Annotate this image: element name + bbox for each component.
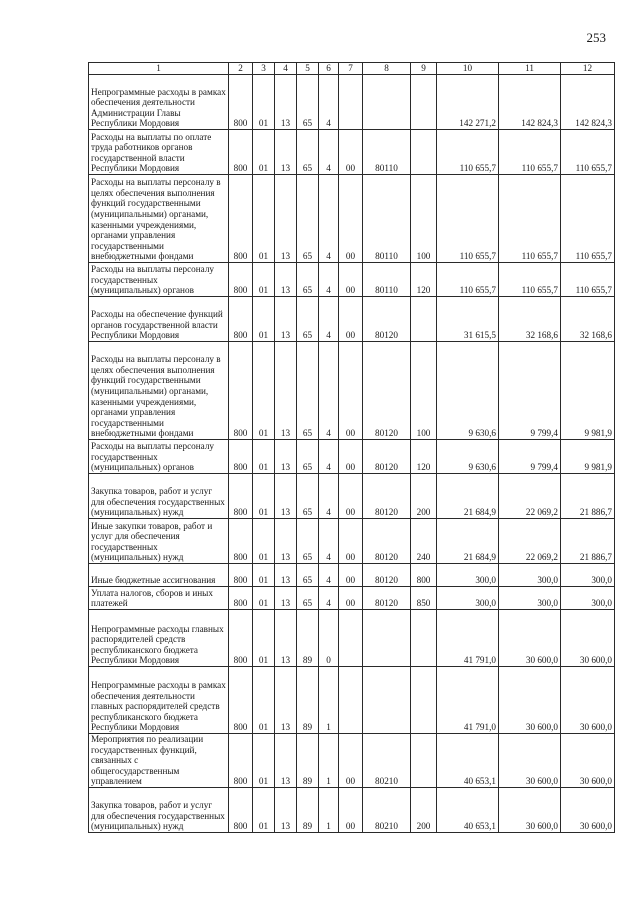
amount-cell: 300,0 xyxy=(499,564,561,587)
code-cell: 65 xyxy=(297,440,319,474)
expense-name: Непрограммные расходы в рамках обеспечения деятельности главных распорядителей средств республиканского бюджета Республики Мордовия xyxy=(89,667,229,734)
column-header: 1 xyxy=(89,63,229,75)
code-cell: 800 xyxy=(229,297,253,342)
amount-cell: 110 655,7 xyxy=(561,130,615,175)
amount-cell: 300,0 xyxy=(437,564,499,587)
column-header: 7 xyxy=(339,63,363,75)
code-cell: 80120 xyxy=(363,519,411,564)
amount-cell: 21 684,9 xyxy=(437,519,499,564)
amount-cell: 110 655,7 xyxy=(499,130,561,175)
table-row xyxy=(89,587,615,610)
amount-cell: 110 655,7 xyxy=(437,175,499,263)
table-row xyxy=(89,297,615,342)
code-cell: 800 xyxy=(229,75,253,130)
code-cell: 13 xyxy=(275,130,297,175)
code-cell: 01 xyxy=(253,342,275,440)
amount-cell: 9 630,6 xyxy=(437,342,499,440)
code-cell: 80120 xyxy=(363,342,411,440)
code-cell: 800 xyxy=(229,587,253,610)
amount-cell: 30 600,0 xyxy=(561,734,615,788)
amount-cell: 9 799,4 xyxy=(499,342,561,440)
expense-name: Мероприятия по реализации государственных функций, связанных с общегосударственным управлением xyxy=(89,734,229,788)
code-cell: 80110 xyxy=(363,175,411,263)
code-cell xyxy=(339,75,363,130)
table-body xyxy=(89,75,615,833)
table-row xyxy=(89,564,615,587)
expense-name: Закупка товаров, работ и услуг для обеспечения государственных (муниципальных) нужд xyxy=(89,787,229,832)
code-cell: 800 xyxy=(229,564,253,587)
code-cell: 800 xyxy=(229,734,253,788)
code-cell: 80120 xyxy=(363,474,411,519)
code-cell: 13 xyxy=(275,610,297,667)
code-cell: 850 xyxy=(411,587,437,610)
code-cell: 65 xyxy=(297,587,319,610)
code-cell: 00 xyxy=(339,175,363,263)
code-cell: 1 xyxy=(319,734,339,788)
code-cell xyxy=(363,667,411,734)
amount-cell: 9 630,6 xyxy=(437,440,499,474)
table-row xyxy=(89,667,615,734)
expense-name: Расходы на выплаты персоналу государственных (муниципальных) органов xyxy=(89,263,229,297)
amount-cell: 22 069,2 xyxy=(499,474,561,519)
column-header: 2 xyxy=(229,63,253,75)
expense-name: Иные бюджетные ассигнования xyxy=(89,564,229,587)
code-cell: 01 xyxy=(253,175,275,263)
code-cell: 80120 xyxy=(363,297,411,342)
column-header: 9 xyxy=(411,63,437,75)
code-cell: 800 xyxy=(229,474,253,519)
code-cell: 00 xyxy=(339,519,363,564)
code-cell: 80120 xyxy=(363,564,411,587)
code-cell xyxy=(411,667,437,734)
amount-cell: 142 824,3 xyxy=(561,75,615,130)
amount-cell: 110 655,7 xyxy=(561,263,615,297)
expense-name: Расходы на обеспечение функций органов государственной власти Республики Мордовия xyxy=(89,297,229,342)
code-cell: 80110 xyxy=(363,263,411,297)
code-cell: 800 xyxy=(229,175,253,263)
amount-cell: 32 168,6 xyxy=(499,297,561,342)
code-cell: 4 xyxy=(319,440,339,474)
table-row xyxy=(89,263,615,297)
table-row xyxy=(89,610,615,667)
amount-cell: 9 799,4 xyxy=(499,440,561,474)
column-header: 5 xyxy=(297,63,319,75)
code-cell xyxy=(339,610,363,667)
code-cell: 89 xyxy=(297,734,319,788)
code-cell: 65 xyxy=(297,564,319,587)
code-cell: 800 xyxy=(229,519,253,564)
code-cell xyxy=(411,734,437,788)
code-cell: 01 xyxy=(253,610,275,667)
code-cell: 65 xyxy=(297,75,319,130)
code-cell xyxy=(411,75,437,130)
code-cell: 4 xyxy=(319,474,339,519)
amount-cell: 110 655,7 xyxy=(499,263,561,297)
code-cell: 800 xyxy=(229,667,253,734)
column-header: 11 xyxy=(499,63,561,75)
table-row xyxy=(89,787,615,832)
code-cell: 00 xyxy=(339,474,363,519)
amount-cell: 22 069,2 xyxy=(499,519,561,564)
code-cell: 800 xyxy=(229,787,253,832)
code-cell: 00 xyxy=(339,564,363,587)
table-row xyxy=(89,342,615,440)
code-cell: 01 xyxy=(253,130,275,175)
table-row xyxy=(89,175,615,263)
code-cell: 800 xyxy=(229,263,253,297)
code-cell: 4 xyxy=(319,564,339,587)
code-cell xyxy=(411,130,437,175)
expense-name: Расходы на выплаты персоналу в целях обеспечения выполнения функций государственными (муниципальными) органами, казенными учреждениями, органами управления государственными внебюджетными фондами xyxy=(89,175,229,263)
code-cell: 65 xyxy=(297,130,319,175)
expense-name: Расходы на выплаты по оплате труда работников органов государственной власти Республики Мордовия xyxy=(89,130,229,175)
code-cell: 13 xyxy=(275,263,297,297)
expense-name: Уплата налогов, сборов и иных платежей xyxy=(89,587,229,610)
code-cell: 13 xyxy=(275,175,297,263)
code-cell: 200 xyxy=(411,787,437,832)
code-cell: 1 xyxy=(319,667,339,734)
amount-cell: 31 615,5 xyxy=(437,297,499,342)
code-cell: 13 xyxy=(275,75,297,130)
amount-cell: 300,0 xyxy=(561,564,615,587)
amount-cell: 300,0 xyxy=(561,587,615,610)
code-cell: 0 xyxy=(319,610,339,667)
code-cell: 13 xyxy=(275,734,297,788)
code-cell: 65 xyxy=(297,175,319,263)
amount-cell: 40 653,1 xyxy=(437,787,499,832)
amount-cell: 142 824,3 xyxy=(499,75,561,130)
code-cell: 89 xyxy=(297,610,319,667)
code-cell: 13 xyxy=(275,342,297,440)
code-cell: 00 xyxy=(339,440,363,474)
code-cell: 4 xyxy=(319,75,339,130)
code-cell: 13 xyxy=(275,519,297,564)
code-cell: 100 xyxy=(411,342,437,440)
code-cell: 13 xyxy=(275,787,297,832)
code-cell: 100 xyxy=(411,175,437,263)
code-cell: 4 xyxy=(319,587,339,610)
code-cell: 80110 xyxy=(363,130,411,175)
code-cell: 01 xyxy=(253,587,275,610)
budget-table xyxy=(88,62,615,833)
table-row xyxy=(89,440,615,474)
amount-cell: 110 655,7 xyxy=(499,175,561,263)
page-number: 253 xyxy=(586,30,606,45)
table-row xyxy=(89,474,615,519)
amount-cell: 30 600,0 xyxy=(499,734,561,788)
code-cell: 00 xyxy=(339,787,363,832)
code-cell: 4 xyxy=(319,519,339,564)
code-cell: 80210 xyxy=(363,734,411,788)
column-header: 12 xyxy=(561,63,615,75)
code-cell: 4 xyxy=(319,263,339,297)
code-cell: 13 xyxy=(275,474,297,519)
expense-name: Непрограммные расходы в рамках обеспечения деятельности Администрации Главы Республики Мордовия xyxy=(89,75,229,130)
amount-cell: 110 655,7 xyxy=(437,263,499,297)
code-cell: 01 xyxy=(253,75,275,130)
code-cell: 800 xyxy=(229,440,253,474)
amount-cell: 30 600,0 xyxy=(561,787,615,832)
code-cell xyxy=(363,610,411,667)
code-cell: 13 xyxy=(275,297,297,342)
code-cell: 00 xyxy=(339,587,363,610)
amount-cell: 110 655,7 xyxy=(437,130,499,175)
table-row xyxy=(89,734,615,788)
amount-cell: 110 655,7 xyxy=(561,175,615,263)
amount-cell: 30 600,0 xyxy=(499,610,561,667)
code-cell: 01 xyxy=(253,474,275,519)
code-cell: 13 xyxy=(275,587,297,610)
code-cell: 13 xyxy=(275,440,297,474)
code-cell: 00 xyxy=(339,297,363,342)
amount-cell: 30 600,0 xyxy=(499,787,561,832)
expense-name: Закупка товаров, работ и услуг для обеспечения государственных (муниципальных) нужд xyxy=(89,474,229,519)
code-cell: 65 xyxy=(297,474,319,519)
code-cell: 01 xyxy=(253,667,275,734)
code-cell: 4 xyxy=(319,342,339,440)
code-cell: 80210 xyxy=(363,787,411,832)
amount-cell: 41 791,0 xyxy=(437,667,499,734)
code-cell: 01 xyxy=(253,297,275,342)
table-row xyxy=(89,519,615,564)
amount-cell: 32 168,6 xyxy=(561,297,615,342)
code-cell: 13 xyxy=(275,564,297,587)
code-cell: 1 xyxy=(319,787,339,832)
code-cell: 80120 xyxy=(363,440,411,474)
code-cell: 800 xyxy=(411,564,437,587)
column-header: 6 xyxy=(319,63,339,75)
code-cell: 00 xyxy=(339,342,363,440)
expense-name: Иные закупки товаров, работ и услуг для обеспечения государственных (муниципальных) нужд xyxy=(89,519,229,564)
code-cell: 01 xyxy=(253,519,275,564)
column-header: 3 xyxy=(253,63,275,75)
amount-cell: 9 981,9 xyxy=(561,440,615,474)
code-cell xyxy=(339,667,363,734)
amount-cell: 41 791,0 xyxy=(437,610,499,667)
amount-cell: 300,0 xyxy=(437,587,499,610)
expense-name: Непрограммные расходы главных распорядителей средств республиканского бюджета Республики Мордовия xyxy=(89,610,229,667)
amount-cell: 30 600,0 xyxy=(499,667,561,734)
amount-cell: 21 684,9 xyxy=(437,474,499,519)
expense-name: Расходы на выплаты персоналу государственных (муниципальных) органов xyxy=(89,440,229,474)
code-cell: 120 xyxy=(411,263,437,297)
amount-cell: 30 600,0 xyxy=(561,610,615,667)
expense-name: Расходы на выплаты персоналу в целях обеспечения выполнения функций государственными (муниципальными) органами, казенными учреждениями, органами управления государственными внебюджетными фондами xyxy=(89,342,229,440)
table-row xyxy=(89,130,615,175)
code-cell: 00 xyxy=(339,130,363,175)
amount-cell: 40 653,1 xyxy=(437,734,499,788)
code-cell: 01 xyxy=(253,564,275,587)
code-cell xyxy=(411,297,437,342)
code-cell: 01 xyxy=(253,787,275,832)
code-cell: 65 xyxy=(297,297,319,342)
code-cell: 00 xyxy=(339,734,363,788)
code-cell: 00 xyxy=(339,263,363,297)
code-cell: 800 xyxy=(229,610,253,667)
amount-cell: 300,0 xyxy=(499,587,561,610)
code-cell: 120 xyxy=(411,440,437,474)
code-cell: 800 xyxy=(229,342,253,440)
code-cell: 01 xyxy=(253,734,275,788)
code-cell: 4 xyxy=(319,130,339,175)
column-header: 10 xyxy=(437,63,499,75)
code-cell: 13 xyxy=(275,667,297,734)
code-cell: 800 xyxy=(229,130,253,175)
code-cell: 01 xyxy=(253,440,275,474)
amount-cell: 30 600,0 xyxy=(561,667,615,734)
amount-cell: 21 886,7 xyxy=(561,474,615,519)
amount-cell: 9 981,9 xyxy=(561,342,615,440)
column-header: 8 xyxy=(363,63,411,75)
code-cell: 89 xyxy=(297,787,319,832)
table-header-row xyxy=(89,63,615,75)
code-cell: 240 xyxy=(411,519,437,564)
code-cell: 65 xyxy=(297,519,319,564)
code-cell: 4 xyxy=(319,175,339,263)
code-cell: 65 xyxy=(297,263,319,297)
code-cell: 65 xyxy=(297,342,319,440)
code-cell: 01 xyxy=(253,263,275,297)
table-row xyxy=(89,75,615,130)
code-cell: 80120 xyxy=(363,587,411,610)
amount-cell: 142 271,2 xyxy=(437,75,499,130)
code-cell: 89 xyxy=(297,667,319,734)
code-cell xyxy=(411,610,437,667)
code-cell: 200 xyxy=(411,474,437,519)
code-cell: 4 xyxy=(319,297,339,342)
amount-cell: 21 886,7 xyxy=(561,519,615,564)
code-cell xyxy=(363,75,411,130)
column-header: 4 xyxy=(275,63,297,75)
